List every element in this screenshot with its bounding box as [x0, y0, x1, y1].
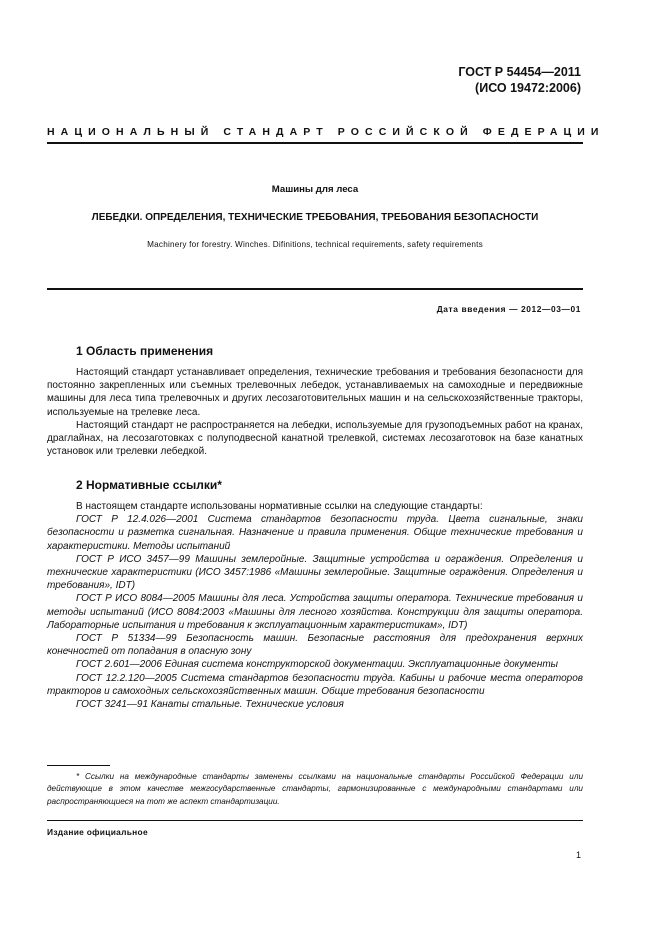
gost-number: ГОСТ Р 54454—2011	[458, 65, 581, 79]
gost-number-block	[458, 64, 581, 96]
paragraph: Настоящий стандарт устанавливает определения, технические требования и требования безопасности для постоянно закрепленных или съемных трелевочных лебедок, устанавливаемых на самоходные и передвижные машины для леса типа трелевочных и других лесозаготовительных машин и на сельскохозяйственные тракторы, используемые на трелевке леса.	[47, 367, 583, 418]
page-number: 1	[575, 850, 581, 860]
footnote-text: * Ссылки на международные стандарты заменены ссылками на национальные стандарты Российской Федерации или действующие в этом качестве межгосударственные стандарты, гармонизированные с международными стандартами или распространяющиеся на тот же аспект стандартизации.	[47, 772, 583, 806]
section-2-body	[47, 500, 583, 711]
paragraph: В настоящем стандарте использованы нормативные ссылки на следующие стандарты:	[76, 501, 483, 512]
reference-item: ГОСТ 3241—91 Канаты стальные. Технические условия	[76, 699, 344, 711]
reference-item: ГОСТ Р ИСО 8084—2005 Машины для леса. Устройства защиты оператора. Технические требования и методы испытаний (ИСО 8084:2003 «Машины для лесного хозяйства. Конструкции для защиты оператора. Лабораторные испытания и требования к эксплуатационным характеристикам», IDT)	[47, 593, 583, 631]
reference-item: ГОСТ Р ИСО 3457—99 Машины землеройные. Защитные устройства и ограждения. Определения и технические характеристики (ИСО 3457:1986 «Машины землеройные. Защитные ограждения. Определения и требования», IDT)	[47, 553, 583, 592]
introduction-date: Дата введения — 2012—03—01	[436, 304, 581, 314]
reference-item: ГОСТ Р 51334—99 Безопасность машин. Безопасные расстояния для предохранения верхних конечностей от попадания в опасную зону	[47, 633, 583, 658]
footnote-rule	[47, 765, 110, 766]
reference-item: ГОСТ 12.2.120—2005 Система стандартов безопасности труда. Кабины и рабочие места операторов тракторов и самоходных сельскохозяйственных машин. Общие требования безопасности	[47, 672, 583, 697]
paragraph: Настоящий стандарт не распространяется на лебедки, используемые для грузоподъемных работ на кранах, драглайнах, на лесозаготовках с полуподвесной канатной трелевкой, системах лесозаготовок на базе канатных установок или трелевки лебедкой.	[47, 419, 583, 458]
title-rule	[47, 288, 583, 290]
header-rule	[47, 142, 583, 144]
title-english: Machinery for forestry. Winches. Difinitions, technical requirements, safety requirements	[147, 240, 483, 249]
title-line-1: Машины для леса	[271, 184, 359, 195]
section-1-heading: 1 Область применения	[76, 344, 214, 358]
edition-rule	[47, 820, 583, 821]
edition-label: Издание официальное	[47, 827, 148, 837]
section-2-heading: 2 Нормативные ссылки*	[76, 478, 222, 492]
national-standard-banner: НАЦИОНАЛЬНЫЙ СТАНДАРТ РОССИЙСКОЙ ФЕДЕРАЦИИ	[47, 126, 605, 138]
reference-item: ГОСТ Р 12.4.026—2001 Система стандартов безопасности труда. Цвета сигнальные, знаки безопасности и разметка сигнальная. Назначение и правила применения. Общие технические требования и характеристики. Методы испытаний	[47, 514, 583, 552]
section-1-body	[47, 366, 583, 458]
footnote	[47, 771, 583, 808]
reference-item: ГОСТ 2.601—2006 Единая система конструкторской документации. Эксплуатационные документы	[76, 659, 559, 671]
title-line-2: ЛЕБЕДКИ. ОПРЕДЕЛЕНИЯ, ТЕХНИЧЕСКИЕ ТРЕБОВАНИЯ, ТРЕБОВАНИЯ БЕЗОПАСНОСТИ	[91, 212, 539, 223]
iso-number: (ИСО 19472:2006)	[475, 81, 581, 95]
